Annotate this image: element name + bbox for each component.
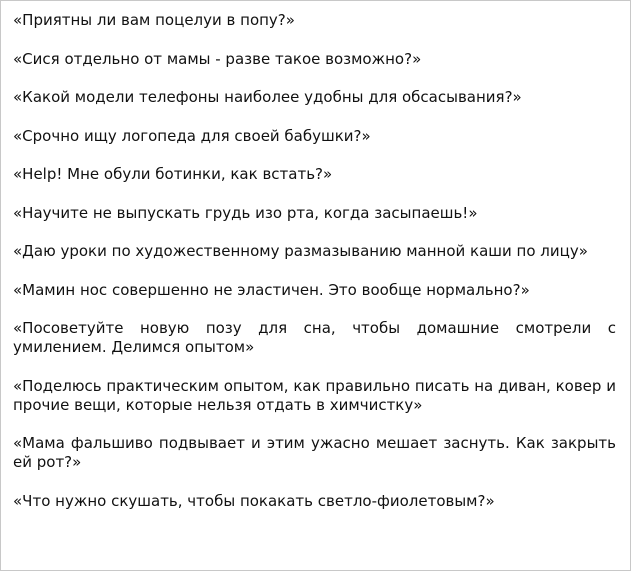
- quote-item: «Help! Мне обули ботинки, как встать?»: [13, 165, 333, 183]
- quote-item: «Приятны ли вам поцелуи в попу?»: [13, 11, 295, 29]
- quote-item: «Что нужно скушать, чтобы покакать светло-фиолетовым?»: [13, 491, 495, 510]
- quote-item: «Научите не выпускать грудь изо рта, когда засыпаешь!»: [13, 203, 478, 222]
- quote-item: «Посоветуйте новую позу для сна, чтобы домашние смотрели с умилением. Делимся опытом»: [13, 319, 616, 356]
- quote-item: «Срочно ищу логопеда для своей бабушки?»: [13, 126, 371, 145]
- quote-item: «Поделюсь практическим опытом, как правильно писать на диван, ковер и прочие вещи, которые нельзя отдать в химчистку»: [13, 376, 616, 414]
- quote-item: «Сися отдельно от мамы - разве такое возможно?»: [13, 49, 422, 68]
- quote-list: [13, 11, 616, 511]
- quote-item: «Даю уроки по художественному размазыванию манной каши по лицу»: [13, 242, 588, 260]
- quote-item: «Мамин нос совершенно не эластичен. Это вообще нормально?»: [13, 280, 530, 299]
- quote-item: «Мама фальшиво подвывает и этим ужасно мешает заснуть. Как закрыть ей рот?»: [13, 434, 616, 471]
- quote-item: «Какой модели телефоны наиболее удобны для обсасывания?»: [13, 88, 522, 106]
